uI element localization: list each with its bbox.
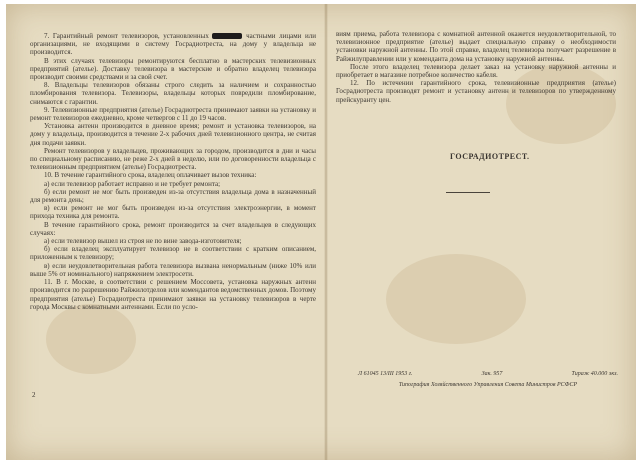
paragraph: В этих случаях телевизоры ремонтируются бесплатно в мастерских телевизионных предприятий (ателье). Доставку телевизора в мастерские и обратно владелец телевизора производит своими средствами и за свой счет. <box>30 56 316 82</box>
paragraph: 11. В г. Москве, в соответствии с решением Моссовета, установка наружных антенн производится по разрешению Райжилотделов или комендантов ведомственных домов. Поэтому предприятия (ателье) Госрадиотреста принимают заявки на установку телевизоров в черте города Москвы с комнатными антеннами. Если по усло- <box>30 278 316 311</box>
signature-line <box>446 192 490 193</box>
paragraph: После этого владелец телевизора делает заказ на установку наружной антенны и приобретает в магазине потребное количество кабеля. <box>336 62 616 80</box>
print-run: Тираж 40.000 экз. <box>571 371 618 377</box>
paragraph: 9. Телевизионные предприятия (ателье) Госрадиотреста принимают заявки на установку и ремонт телевизоров ежедневно, кроме четвергов с 11 до 19 часов. <box>30 105 316 123</box>
paragraph: в) если ремонт не мог быть произведен из-за отсутствия электроэнергии, в момент прихода техника для ремонта. <box>30 204 316 221</box>
paragraph: б) если ремонт не мог быть произведен из-за отсутствия владельца дома в назначенный для ремонта день; <box>30 187 316 205</box>
paragraph: 8. Владельцы телевизоров обязаны строго следить за наличием и сохранностью пломбирования телевизора. Телевизоры, владельцы которых повредили пломбирование, снимаются с гарантии. <box>30 81 316 106</box>
page-number: 2 <box>32 391 36 399</box>
paragraph: б) если владелец эксплуатирует телевизор не в соответствии с кратким описанием, приложенным к телевизору; <box>30 245 316 262</box>
imprint-line <box>358 371 618 377</box>
redaction-mark <box>212 33 242 39</box>
printer-credit: Типография Хозяйственного Управления Совета Министров РСФСР <box>398 382 578 388</box>
paragraph: в) если неудовлетворительная работа телевизора вызвана ненормальным (ниже 10% или выше 5% от номинального) напряжением электросети. <box>30 261 316 278</box>
paragraph-7 <box>30 32 316 57</box>
paragraph: Ремонт телевизоров у владельцев, проживающих за городом, производится в дни и часы по специальному расписанию, не реже 2-х дней в неделю, или по договоренности владельца с телевизионным предприятием (ателье) Госрадиотреста. <box>30 146 316 172</box>
paragraph-text: частными лицами или организациями, не входящими в систему Госрадиотреста, на дому у владельца не производится. <box>30 32 317 57</box>
center-fold <box>324 4 328 460</box>
paragraph: В течение гарантийного срока, ремонт производится за счет владельцев в следующих случаях: <box>30 220 316 237</box>
paragraph: 12. По истечении гарантийного срока, телевизионные предприятия (ателье) Госрадиотреста производят ремонт и установку антенн и телевизоров по утвержденному прейскуранту цен. <box>336 79 616 104</box>
paragraph: а) если телевизор вышел из строя не по вине завода-изготовителя; <box>44 237 242 246</box>
paragraph: 10. В течение гарантийного срока, владелец оплачивает вызов техника: <box>44 171 257 180</box>
paragraph-text: 7. Гарантийный ремонт телевизоров, установленных <box>44 32 209 40</box>
paper-stain <box>46 304 136 374</box>
paragraph: а) если телевизор работает исправно и не требует ремонта; <box>44 179 221 188</box>
order-code: Л 61045 13/III 1953 г. <box>358 371 413 377</box>
document-sheet <box>6 4 636 460</box>
order-number: Зак. 957 <box>481 371 503 377</box>
paper-stain <box>386 254 526 344</box>
signature-title: ГОСРАДИОТРЕСТ. <box>450 152 530 161</box>
paragraph: виям приема, работа телевизора с комнатной антенной окажется неудовлетворительной, то телевизионное предприятие (ателье) выдает специальную справку о необходимости установки наружной антенны. По этой справке, владелец телевизора получает разрешение в Райжилуправлении или у коменданта дома на установку наружной антенны. <box>336 30 616 63</box>
paragraph: Установка антенн производится в дневное время; ремонт и установка телевизоров, на дому у владельца, производится в течение 2-х рабочих дней телевизионного центра, не считая дня подачи заявки. <box>30 122 316 147</box>
right-page <box>336 30 616 104</box>
left-page <box>30 32 316 311</box>
